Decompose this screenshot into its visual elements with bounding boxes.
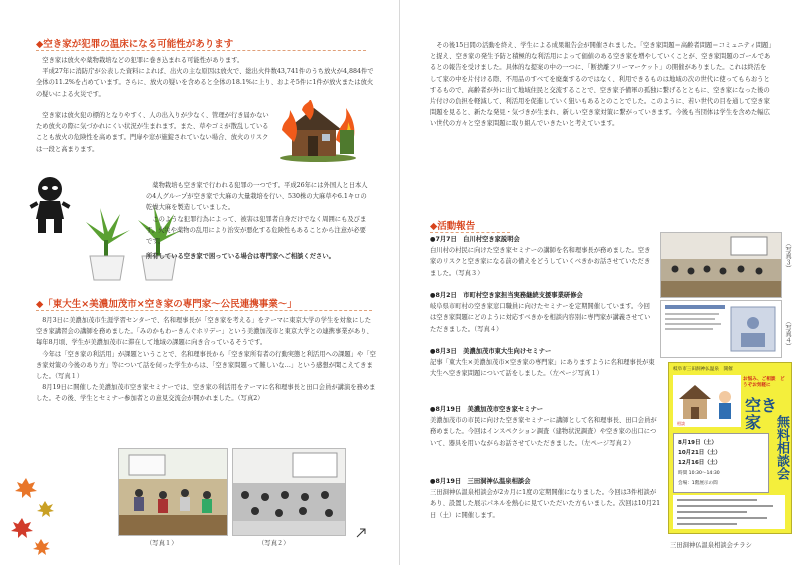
burning-house-illustration [278,100,358,162]
flyer-date-box [673,433,769,493]
crime-p5: このような犯罪行為によって、被害は犯罪者自身だけでなく周囲にも及びます。火災や薬物の乱用により治安が悪化する危険性もあることから注意が必要です。 [146,215,367,246]
todai-p2: 今年は「空き家の利活用」が課題ということで、名和理事長から「空き家所有者の行動実態と利活用への課題」や「空き家対策の今後のあり方」等について話を伺った学生からは、「空き家問題って難しいな…」という感想が聞こえてきました。（写真１） [36,350,376,381]
crime-p6: 所有している空き家で困っている場合は専門家へご相談ください。 [146,253,335,261]
activity-4-body: 美濃加茂市の市民に向けた空き家セミナーに講師として名和理事長、田口会員が務めました。今回はインスペクション調査（建物状況調査）や空き家の出口について、器具を用いながらお話させていただきました。（左ページ写真２） [430,417,657,447]
activity-5-body: 三田洞神仏温泉相談会が2カ月に1度の定期開催になりました。今回は3件相談があり、設置した展示パネルを熱心に見ていただいた方もいました。次回は10月21日（土）に開催します。 [430,489,661,519]
crime-p4: 薬物栽培も空き家で行われる犯罪の一つです。平成26年には外国人と日本人の4人グループが空き家で大麻の大量栽培を行い、530株の大麻草や6.1キロの乾燥大麻を製造していました。 [146,182,368,212]
arrow-decoration-icon [356,528,366,538]
crime-arson-text [36,110,272,155]
report-intro: その後15日間の活動を終え、学生による成果報告会が開催されました。「空き家問題＝高齢者問題＝コミュニティ問題」と捉え、空き家の発生予防と積極的な利活用によって価値のある空き家を増やしていくことが、空き家問題のゴールであるとの報告を受けました。具体的な提案の中の一つに、「断捨離フリーマーケット」の開催がありました。これは終活をして家の中を片付ける際、不用品のすべてを廃棄するのではなく、利用できるものは地域の次の世代に使ってもらおうとするもので、高齢者が外に出て地域住民と交流することで、空き家予備軍の孤独に繋げるとともに、空き家になった後の片付けの負担を軽減して、利活用を促進していく狙いもあるとのことでした。このように、若い世代の目を通して空き家問題を見ると、新たな発見・気づきが生まれ、新しい空き家対策に繋がっていきます。今後も当団体は学生を含めた幅広い世代の方々と空き家問題に取り組んでいきたいと考えています。 [430,42,772,128]
flyer-title-1: 空き家 [745,396,778,432]
todai-p3: 8月19日に開催した美濃加茂市空き家セミナーでは、空き家の利活用をテーマに名和理事長と田口会員が講演を務めました。その後、学生とセミナー参加者との意見交流会が開かれました。（写真2） [36,384,376,403]
flyer-red-text: お悩み、ご相談 どうぞお気軽に [743,377,785,388]
photo-2-caption: （写真２） [258,540,290,547]
photo-3 [660,232,782,298]
activity-3 [430,346,660,380]
photo-2 [232,448,346,536]
photo-1 [118,448,228,536]
flyer-footer-lines [673,495,785,529]
activity-1-body: 白川村の村民に向けた空き家セミナーの講師を名和理事長が務めました。空き家のリスクと空き家になる前の備えをどうしていくべきかお話させていただきました。（写真３） [430,247,651,277]
todai-p1: 8月3日に美濃加茂市生涯学習センターで、名和理事長が「空き家を考える」をテーマに東京大学の学生を対象にした空き家講習会の講師を務めました。「みのかもわーきんぐホリデー」という美濃加茂市と東京大学との連携事業があり、毎年8月頃、学生が美濃加茂市に滞在して地域の課題に向き合っているそうです。 [36,317,373,347]
meeting-room-photo-3 [661,233,781,297]
flyer-place: 会場：1階展示の間 [678,481,718,486]
activity-2 [430,290,652,335]
consultation-flyer [668,362,792,534]
activity-4-title: ●8月19日 美濃加茂市空き家セミナー [430,406,544,413]
flyer-illustration-panel [673,375,741,427]
todai-text [36,315,376,405]
flyer-caption: 三田洞神仏温泉相談会チラシ [670,542,752,549]
crime-p2: 平成27年に消防庁が公表した資料によれば、出火の主な原因は放火で、総出火件数43,741件のうち放火が4,884件で全体の11.2%を占めています。さらに、放火の疑いを含めると全体の18.1%に上り、およそ5件に1件が放火または放火の疑いによる火災です。 [36,68,374,98]
activity-1-title: ●7月7日 白川村空き家説明会 [430,236,520,243]
activity-4 [430,404,660,449]
house-illustration-icon [673,375,741,427]
activity-2-title: ●8月2日 市町村空き家担当実務継続支援事業研修会 [430,292,583,299]
flyer-date-3: 12月16日（土） [678,460,721,466]
photo-4 [660,300,782,358]
report-intro-text [430,40,772,130]
activity-3-body: 記事「東大生×美濃加茂市×空き家の専門家」にありますように名和理事長が東大生へ空き家問題について話をしました。（左ページ写真１） [430,359,655,378]
activity-2-body: 岐阜県市町村の空き家窓口職員に向けたセミナーを定期開催しています。今回は空き家問題にどのように対応すべきかを相談内容別に専門家が講義させていただきました。（写真４） [430,303,651,333]
crime-intro-text [36,55,376,100]
flyer-top-text: 岐阜市三田洞神仏温泉 開催 [673,367,733,372]
crime-p3: 空き家は放火犯の標的となりやすく、人の出入りが少なく、管理が行き届かないため放火の際に気づかれにくい状況が生まれます。また、草やゴミが散乱していることも放火の危険性を高めます。門扉や窓が施錠されていない場合、放火のリスクは一段と高まります。 [36,112,269,153]
photo-4-caption: （写真４） [784,318,791,350]
photo-1-caption: （写真１） [146,540,178,547]
seminar-room-photo-2 [233,449,345,535]
activity-5 [430,476,662,521]
svg-text:相談: 相談 [677,421,685,426]
activity-1 [430,234,652,279]
burglar-illustration [28,175,72,235]
flyer-time: 時間 10:30～14:30 [678,471,720,476]
autumn-leaves-decoration [8,474,60,560]
crime-p1: 空き家は放火や薬物栽培などの犯罪に巻き込まれる可能性があります。 [42,57,244,64]
section-heading-activity: ◆活動報告 [430,221,476,232]
slide-screenshot-photo-4 [661,301,781,357]
heading-underline [36,310,372,312]
flyer-date-1: 8月19日（土） [678,440,717,446]
activity-3-title: ●8月3日 美濃加茂市東大生向けセミナー [430,348,552,355]
section-heading-crime: ◆空き家が犯罪の温床になる可能性があります [36,39,234,50]
flyer-footer-panel [673,495,785,529]
crime-drug-text [146,180,372,262]
seminar-room-photo-1 [119,449,227,535]
photo-3-caption: （写真３） [784,240,791,272]
flyer-title-2: 無料相談会 [774,415,789,480]
heading-underline [36,50,366,52]
activity-5-title: ●8月19日 三田洞神仏温泉相談会 [430,478,531,485]
section-heading-todai: ◆「東大生×美濃加茂市×空き家の専門家～公民連携事業～」 [36,299,297,310]
flyer-date-2: 10月21日（土） [678,450,721,456]
